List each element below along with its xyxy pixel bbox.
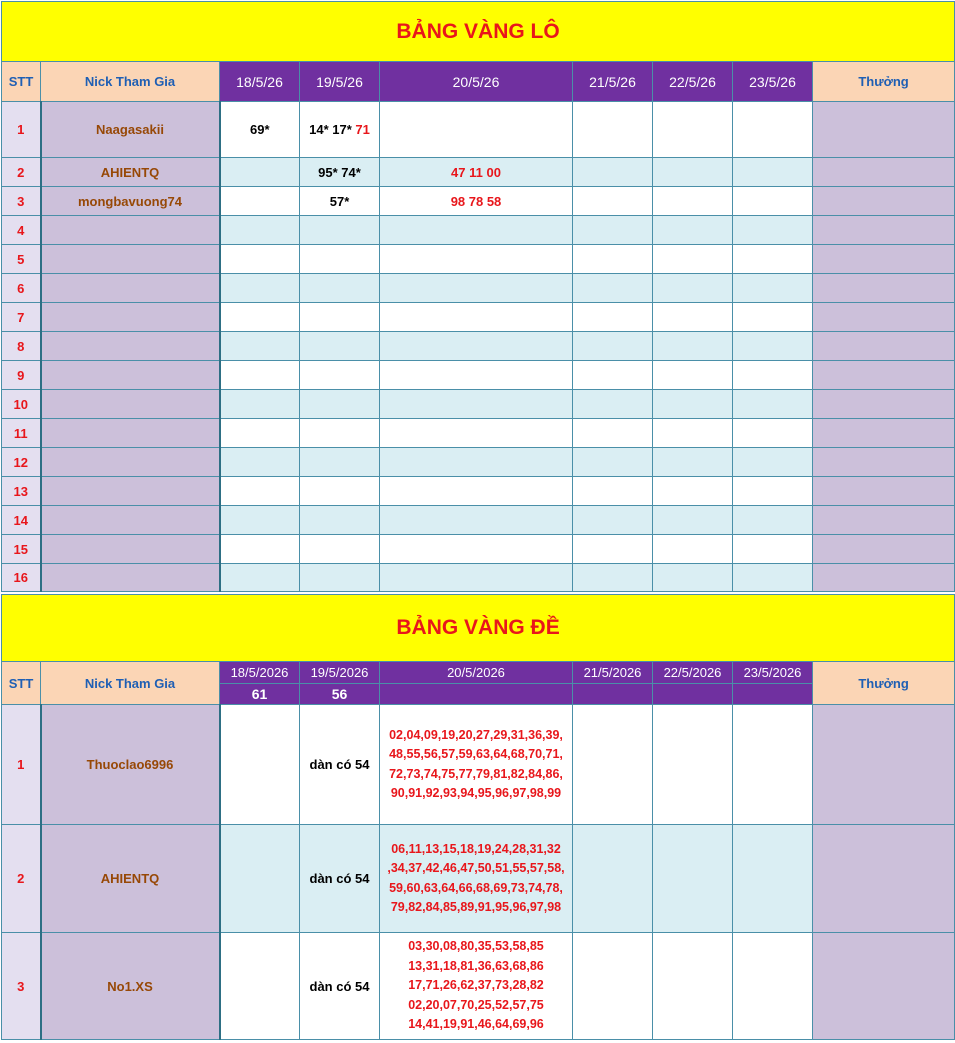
prize-cell	[813, 390, 955, 419]
pick-cell	[380, 564, 573, 592]
date-header: 22/5/2026	[653, 662, 733, 684]
row-number: 10	[2, 390, 41, 419]
pick-cell	[220, 390, 300, 419]
pick-cell	[300, 102, 380, 158]
result-cell: 61	[220, 684, 300, 705]
de-title: BẢNG VÀNG ĐỀ	[2, 595, 955, 662]
table-row	[2, 187, 955, 216]
pick-cell	[573, 274, 653, 303]
pick-cell	[573, 303, 653, 332]
pick-cell	[733, 535, 813, 564]
number-line: 59,60,63,64,66,68,69,73,74,78,	[389, 880, 563, 895]
pick-cell	[653, 390, 733, 419]
nick-cell	[41, 245, 220, 274]
pick-cell	[733, 332, 813, 361]
pick-cell	[220, 187, 300, 216]
row-number: 13	[2, 477, 41, 506]
pick-cell	[573, 216, 653, 245]
pick-cell	[573, 361, 653, 390]
row-number: 6	[2, 274, 41, 303]
pick-cell	[573, 332, 653, 361]
pick-cell: 47 11 00	[380, 158, 573, 187]
table-row	[2, 705, 955, 825]
nick-cell	[41, 419, 220, 448]
nick-cell	[41, 216, 220, 245]
pick-cell	[300, 332, 380, 361]
table-row	[2, 448, 955, 477]
nick-cell	[41, 564, 220, 592]
prize-cell	[813, 303, 955, 332]
pick-cell	[380, 102, 573, 158]
pick-cell	[300, 245, 380, 274]
row-number: 8	[2, 332, 41, 361]
pick-cell	[300, 564, 380, 592]
pick-cell	[653, 564, 733, 592]
number-list-cell	[380, 933, 573, 1040]
pick-cell: 57*	[300, 187, 380, 216]
prize-cell	[813, 361, 955, 390]
table-row	[2, 245, 955, 274]
pick-cell	[653, 933, 733, 1040]
pick-cell	[300, 506, 380, 535]
prize-cell	[813, 332, 955, 361]
pick-cell	[220, 825, 300, 933]
pick-cell	[300, 535, 380, 564]
prize-cell	[813, 564, 955, 592]
pick-cell	[220, 448, 300, 477]
table-row	[2, 825, 955, 933]
row-number: 3	[2, 187, 41, 216]
nick-cell	[41, 535, 220, 564]
de-table	[1, 594, 955, 1040]
pick-cell	[380, 419, 573, 448]
nick-cell: AHIENTQ	[41, 158, 220, 187]
pick-cell	[573, 825, 653, 933]
pick-cell	[220, 506, 300, 535]
prize-cell	[813, 102, 955, 158]
pick-cell	[573, 535, 653, 564]
prize-cell	[813, 216, 955, 245]
pick-cell	[733, 506, 813, 535]
prize-cell	[813, 825, 955, 933]
row-number: 11	[2, 419, 41, 448]
pick-cell	[380, 332, 573, 361]
table-row	[2, 274, 955, 303]
number-line: 06,11,13,15,18,19,24,28,31,32	[391, 841, 561, 856]
pick-cell	[733, 245, 813, 274]
pick-cell	[733, 448, 813, 477]
pick-cell	[380, 477, 573, 506]
pick-cell	[380, 216, 573, 245]
nick-cell	[41, 303, 220, 332]
date-header: 23/5/2026	[733, 662, 813, 684]
pick-cell	[300, 303, 380, 332]
pick-cell	[300, 477, 380, 506]
pick-cell	[573, 448, 653, 477]
pick-cell	[300, 390, 380, 419]
table-row	[2, 158, 955, 187]
pick-cell	[380, 245, 573, 274]
nick-cell	[41, 390, 220, 419]
date-header: 20/5/26	[380, 62, 573, 102]
number-list-cell	[380, 705, 573, 825]
number-line: 72,73,74,75,77,79,81,82,84,86,	[389, 766, 563, 781]
number-list-cell	[380, 825, 573, 933]
date-header: 23/5/26	[733, 62, 813, 102]
pick-cell	[220, 361, 300, 390]
pick-cell	[573, 477, 653, 506]
pick-cell	[653, 187, 733, 216]
pick-cell	[653, 419, 733, 448]
pick-cell	[733, 102, 813, 158]
pick-cell	[733, 361, 813, 390]
pick-cell	[573, 245, 653, 274]
pick-cell	[220, 419, 300, 448]
prize-cell	[813, 535, 955, 564]
row-number: 1	[2, 705, 41, 825]
date-header: 19/5/2026	[300, 662, 380, 684]
number-line: 79,82,84,85,89,91,95,96,97,98	[390, 900, 562, 914]
nick-cell	[41, 477, 220, 506]
nick-cell	[41, 274, 220, 303]
table-row	[2, 102, 955, 158]
number-line: 14,41,19,91,46,64,69,96	[408, 1017, 544, 1032]
pick-cell	[573, 564, 653, 592]
pick-cell	[300, 419, 380, 448]
row-number: 3	[2, 933, 41, 1040]
pick-cell	[573, 390, 653, 419]
nick-cell: AHIENTQ	[41, 825, 220, 933]
result-cell	[380, 684, 573, 705]
prize-cell	[813, 705, 955, 825]
pick-cell	[220, 477, 300, 506]
table-row	[2, 506, 955, 535]
pick-cell	[733, 419, 813, 448]
pick-cell	[733, 390, 813, 419]
number-line: 02,20,07,70,25,52,57,75	[408, 997, 544, 1012]
prize-cell	[813, 158, 955, 187]
number-line: 13,31,18,81,36,63,68,86	[408, 958, 544, 973]
lo-title: BẢNG VÀNG LÔ	[2, 2, 955, 62]
pick-cell	[300, 216, 380, 245]
pick-cell	[573, 187, 653, 216]
pick-cell	[380, 506, 573, 535]
prize-cell	[813, 419, 955, 448]
pick-cell	[653, 477, 733, 506]
pick-cell	[653, 705, 733, 825]
pick-cell: dàn có 54	[300, 705, 380, 825]
pick-cell	[573, 933, 653, 1040]
pick-cell: dàn có 54	[300, 933, 380, 1040]
pick-cell	[220, 564, 300, 592]
date-header: 21/5/2026	[573, 662, 653, 684]
prize-cell	[813, 477, 955, 506]
nick-header: Nick Tham Gia	[41, 662, 220, 705]
nick-cell	[41, 506, 220, 535]
pick-cell	[220, 216, 300, 245]
row-number: 2	[2, 158, 41, 187]
pick-cell	[573, 705, 653, 825]
table-row	[2, 390, 955, 419]
pick-cell	[220, 933, 300, 1040]
pick-cell	[653, 303, 733, 332]
pick-cell	[220, 158, 300, 187]
prize-cell	[813, 274, 955, 303]
pick-cell	[220, 705, 300, 825]
table-row	[2, 564, 955, 592]
table-row	[2, 933, 955, 1040]
stt-header: STT	[2, 662, 41, 705]
date-header: 18/5/26	[220, 62, 300, 102]
pick-cell: 95* 74*	[300, 158, 380, 187]
pick-cell	[653, 535, 733, 564]
pick-text: 14* 17*	[309, 122, 352, 137]
nick-header: Nick Tham Gia	[41, 62, 220, 102]
number-line: 48,55,56,57,59,63,64,68,70,71,	[389, 747, 563, 761]
row-number: 16	[2, 564, 41, 592]
pick-cell: 69*	[220, 102, 300, 158]
pick-cell	[653, 245, 733, 274]
lo-table	[1, 1, 955, 592]
nick-cell: No1.XS	[41, 933, 220, 1040]
row-number: 15	[2, 535, 41, 564]
number-line: 90,91,92,93,94,95,96,97,98,99	[390, 786, 562, 800]
prize-header: Thưởng	[813, 662, 955, 705]
table-row	[2, 477, 955, 506]
table-row	[2, 535, 955, 564]
nick-cell: mongbavuong74	[41, 187, 220, 216]
stt-header: STT	[2, 62, 41, 102]
pick-cell	[380, 303, 573, 332]
pick-cell	[380, 535, 573, 564]
date-header: 19/5/26	[300, 62, 380, 102]
pick-cell	[300, 361, 380, 390]
row-number: 5	[2, 245, 41, 274]
table-row	[2, 419, 955, 448]
pick-cell	[220, 332, 300, 361]
result-cell	[653, 684, 733, 705]
result-cell	[573, 684, 653, 705]
nick-cell	[41, 448, 220, 477]
pick-cell: dàn có 54	[300, 825, 380, 933]
pick-cell	[733, 158, 813, 187]
prize-cell	[813, 245, 955, 274]
number-line: 02,04,09,19,20,27,29,31,36,39,	[389, 727, 563, 742]
number-line: ,34,37,42,46,47,50,51,55,57,58,	[387, 861, 565, 875]
pick-cell	[653, 158, 733, 187]
pick-cell	[653, 102, 733, 158]
pick-cell	[220, 303, 300, 332]
result-cell	[733, 684, 813, 705]
prize-cell	[813, 448, 955, 477]
pick-cell	[653, 448, 733, 477]
row-number: 14	[2, 506, 41, 535]
nick-cell: Thuoclao6996	[41, 705, 220, 825]
nick-cell: Naagasakii	[41, 102, 220, 158]
date-header: 18/5/2026	[220, 662, 300, 684]
pick-cell	[380, 390, 573, 419]
pick-cell	[733, 705, 813, 825]
pick-cell	[220, 535, 300, 564]
pick-cell	[653, 506, 733, 535]
pick-cell	[573, 506, 653, 535]
pick-cell	[653, 825, 733, 933]
pick-cell	[653, 274, 733, 303]
pick-cell	[573, 419, 653, 448]
pick-cell	[573, 158, 653, 187]
result-cell: 56	[300, 684, 380, 705]
nick-cell	[41, 361, 220, 390]
row-number: 7	[2, 303, 41, 332]
prize-cell	[813, 187, 955, 216]
pick-cell	[733, 274, 813, 303]
pick-cell	[380, 274, 573, 303]
number-line: 03,30,08,80,35,53,58,85	[408, 939, 544, 954]
pick-cell: 98 78 58	[380, 187, 573, 216]
pick-cell	[300, 448, 380, 477]
date-header: 20/5/2026	[380, 662, 573, 684]
pick-cell	[733, 477, 813, 506]
pick-hit-text: 71	[355, 122, 370, 137]
table-row	[2, 216, 955, 245]
number-line: 17,71,26,62,37,73,28,82	[408, 978, 544, 993]
pick-cell	[380, 361, 573, 390]
pick-cell	[733, 187, 813, 216]
prize-cell	[813, 506, 955, 535]
table-row	[2, 303, 955, 332]
pick-cell	[733, 303, 813, 332]
table-row	[2, 332, 955, 361]
pick-cell	[653, 361, 733, 390]
row-number: 2	[2, 825, 41, 933]
prize-cell	[813, 933, 955, 1040]
pick-cell	[733, 216, 813, 245]
pick-cell	[380, 448, 573, 477]
pick-cell	[300, 274, 380, 303]
pick-cell	[733, 564, 813, 592]
date-header: 21/5/26	[573, 62, 653, 102]
pick-cell	[220, 274, 300, 303]
nick-cell	[41, 332, 220, 361]
pick-cell	[573, 102, 653, 158]
pick-cell	[733, 825, 813, 933]
row-number: 12	[2, 448, 41, 477]
prize-header: Thưởng	[813, 62, 955, 102]
row-number: 4	[2, 216, 41, 245]
row-number: 1	[2, 102, 41, 158]
row-number: 9	[2, 361, 41, 390]
pick-cell	[653, 216, 733, 245]
pick-cell	[220, 245, 300, 274]
table-row	[2, 361, 955, 390]
pick-cell	[653, 332, 733, 361]
pick-cell	[733, 933, 813, 1040]
date-header: 22/5/26	[653, 62, 733, 102]
